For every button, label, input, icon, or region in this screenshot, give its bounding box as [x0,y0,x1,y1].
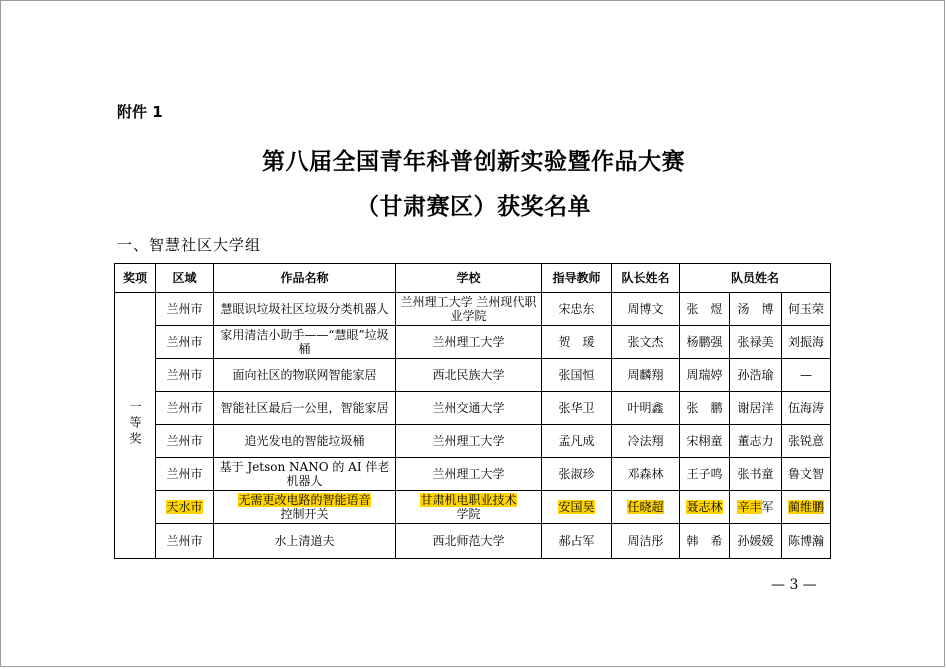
member-cell: 韩 希 [680,524,730,559]
work-cell: 家用清洁小助手——“慧眼”垃圾桶 [214,326,396,359]
document-title-line2: （甘肃赛区）获奖名单 [356,194,591,220]
school-text: 学院 [456,507,481,521]
highlighted-text: 辛丰 [737,500,762,514]
member-cell: 张 鹏 [680,392,730,425]
header-members: 队员姓名 [680,264,831,293]
school-cell: 兰州交通大学 [396,392,542,425]
region-cell: 兰州市 [156,392,214,425]
member-cell: 汤 博 [730,293,782,326]
member-cell: 杨鹏强 [680,326,730,359]
teacher-cell [542,491,612,524]
table-row [115,425,831,458]
region-cell: 兰州市 [156,293,214,326]
award-table [114,263,831,559]
work-cell: 追光发电的智能垃圾桶 [214,425,396,458]
member-cell: — [782,359,831,392]
member-cell: 孙浩瑜 [730,359,782,392]
work-cell: 面向社区的物联网智能家居 [214,359,396,392]
member-cell: 孙媛媛 [730,524,782,559]
captain-cell [612,491,680,524]
teacher-cell: 宋忠东 [542,293,612,326]
teacher-cell: 郝占军 [542,524,612,559]
member-cell: 何玉荣 [782,293,831,326]
page-number: — 3 — [771,577,817,593]
work-text: 控制开关 [280,507,329,521]
highlighted-text: 蔺维鹏 [788,500,825,514]
teacher-cell: 孟凡成 [542,425,612,458]
school-cell: 兰州理工大学 [396,458,542,491]
work-cell: 智能社区最后一公里，智能家居 [214,392,396,425]
prize-cell [115,293,156,559]
region-cell: 兰州市 [156,524,214,559]
member-cell: 刘振海 [782,326,831,359]
member-cell: 伍海涛 [782,392,831,425]
header-school: 学校 [396,264,542,293]
school-cell [396,491,542,524]
member-cell: 周瑞婷 [680,359,730,392]
school-cell: 兰州理工大学 兰州现代职业学院 [396,293,542,326]
highlighted-text: 安国昊 [558,500,595,514]
teacher-cell: 张华卫 [542,392,612,425]
highlighted-text: 无需更改电路的智能语音 [238,493,371,507]
captain-cell: 张文杰 [612,326,680,359]
member-cell: 张书童 [730,458,782,491]
document-title-line1: 第八届全国青年科普创新实验暨作品大赛 [262,149,685,175]
region-cell: 兰州市 [156,359,214,392]
member-text: 军 [761,500,774,514]
captain-cell: 叶明鑫 [612,392,680,425]
table-row [115,293,831,326]
region-cell [156,491,214,524]
captain-cell: 邓森林 [612,458,680,491]
member-cell: 张 煜 [680,293,730,326]
table-row [115,458,831,491]
school-cell: 兰州理工大学 [396,425,542,458]
school-cell: 西北师范大学 [396,524,542,559]
work-cell: 慧眼识垃圾社区垃圾分类机器人 [214,293,396,326]
prize-label: 一等奖 [128,400,142,448]
work-cell: 水上清道夫 [214,524,396,559]
teacher-cell: 张淑珍 [542,458,612,491]
member-cell: 谢居洋 [730,392,782,425]
table-row [115,359,831,392]
member-cell: 张锐意 [782,425,831,458]
header-teacher: 指导教师 [542,264,612,293]
header-region: 区域 [156,264,214,293]
highlighted-text: 任晓超 [627,500,664,514]
attachment-label: 附件 1 [117,103,163,121]
work-cell: 基于 Jetson NANO 的 AI 伴老机器人 [214,458,396,491]
school-cell: 西北民族大学 [396,359,542,392]
work-cell [214,491,396,524]
region-cell: 兰州市 [156,326,214,359]
table-row-highlighted [115,491,831,524]
highlighted-text: 甘肃机电职业技术 [420,493,517,507]
table-header-row [115,264,831,293]
region-cell: 兰州市 [156,425,214,458]
school-cell: 兰州理工大学 [396,326,542,359]
captain-cell: 周博文 [612,293,680,326]
header-prize: 奖项 [115,264,156,293]
table-row [115,326,831,359]
teacher-cell: 张国恒 [542,359,612,392]
captain-cell: 冷法翔 [612,425,680,458]
member-cell: 宋栩童 [680,425,730,458]
captain-cell: 周洁彤 [612,524,680,559]
member-cell: 王子鸣 [680,458,730,491]
member-cell [782,491,831,524]
member-cell [680,491,730,524]
member-cell: 鲁文智 [782,458,831,491]
highlighted-text: 聂志林 [686,500,723,514]
table-row [115,524,831,559]
member-cell: 董志力 [730,425,782,458]
highlighted-text: 天水市 [166,500,203,514]
member-cell [730,491,782,524]
header-work: 作品名称 [214,264,396,293]
captain-cell: 周麟翔 [612,359,680,392]
table-row [115,392,831,425]
teacher-cell: 贺 瑗 [542,326,612,359]
member-cell: 张禄美 [730,326,782,359]
member-cell: 陈博瀚 [782,524,831,559]
section-heading: 一、智慧社区大学组 [117,236,262,254]
region-cell: 兰州市 [156,458,214,491]
header-captain: 队长姓名 [612,264,680,293]
